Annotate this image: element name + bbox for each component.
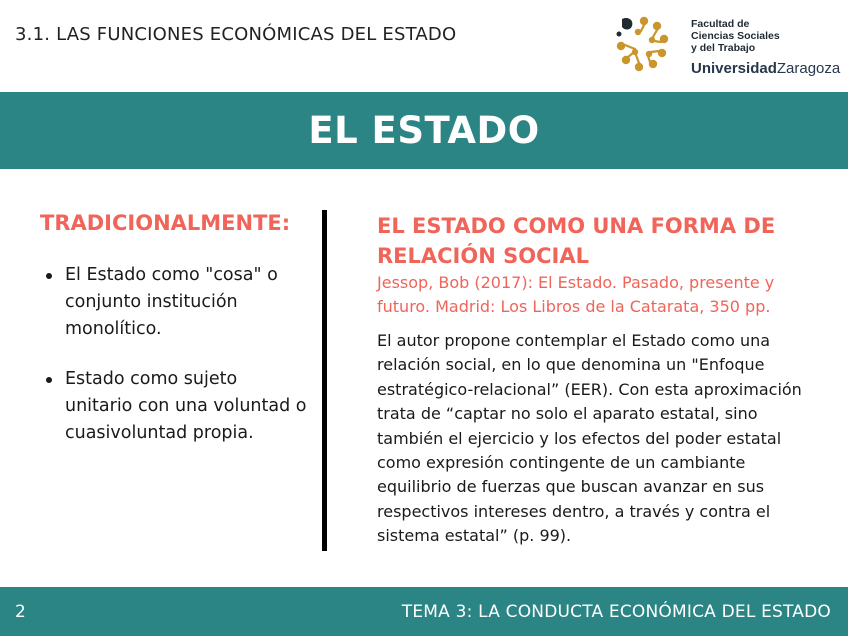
bullet-item <box>40 262 310 343</box>
citation: Jessop, Bob (2017): El Estado. Pasado, presente y futuro. Madrid: Los Libros de la Catarata, 350 pp. <box>377 273 775 316</box>
footer-title: TEMA 3: LA CONDUCTA ECONÓMICA DEL ESTADO <box>401 602 831 622</box>
bullet-text: El Estado como "cosa" o conjunto institución monolítico. <box>65 265 278 339</box>
bullet-dot-icon <box>46 377 52 383</box>
faculty-name <box>691 18 840 54</box>
logo-text <box>691 18 840 77</box>
bullet-text: Estado como sujeto unitario con una voluntad o cuasivoluntad propia. <box>65 369 307 443</box>
footer-bar <box>0 587 848 636</box>
body-paragraph: El autor propone contemplar el Estado como una relación social, en lo que denomina un "Enfoque estratégico-relacional” (EER). Con esta aproximación trata de “captar no solo el aparato estatal, sino también el ejercicio y los efectos del poder estatal como expresión contingente de un cambiante equilibrio de fuerzas que buscan avanzar en sus respectivos intereses dentro, a través y contra el sistema estatal” (p. 99). <box>377 331 802 546</box>
slide-title: EL ESTADO <box>308 109 540 152</box>
right-column <box>377 211 817 549</box>
column-divider <box>322 210 327 551</box>
right-heading: EL ESTADO COMO UNA FORMA DE RELACIÓN SOCIAL <box>377 214 776 268</box>
university-emblem-icon <box>614 14 674 76</box>
bullet-item <box>40 366 310 447</box>
university-name-bold: Universidad <box>691 60 777 77</box>
bullet-dot-icon <box>46 273 52 279</box>
page-number: 2 <box>15 602 26 622</box>
faculty-line-2: Ciencias Sociales <box>691 30 780 42</box>
faculty-line-3: y del Trabajo <box>691 42 756 54</box>
bullet-list <box>40 262 310 447</box>
faculty-line-1: Facultad de <box>691 18 750 30</box>
faculty-logo <box>614 14 844 80</box>
section-title: 3.1. LAS FUNCIONES ECONÓMICAS DEL ESTADO <box>15 24 457 45</box>
left-heading: TRADICIONALMENTE: <box>40 211 291 235</box>
university-name <box>691 60 840 77</box>
university-name-regular: Zaragoza <box>776 60 841 77</box>
title-banner <box>0 92 848 169</box>
